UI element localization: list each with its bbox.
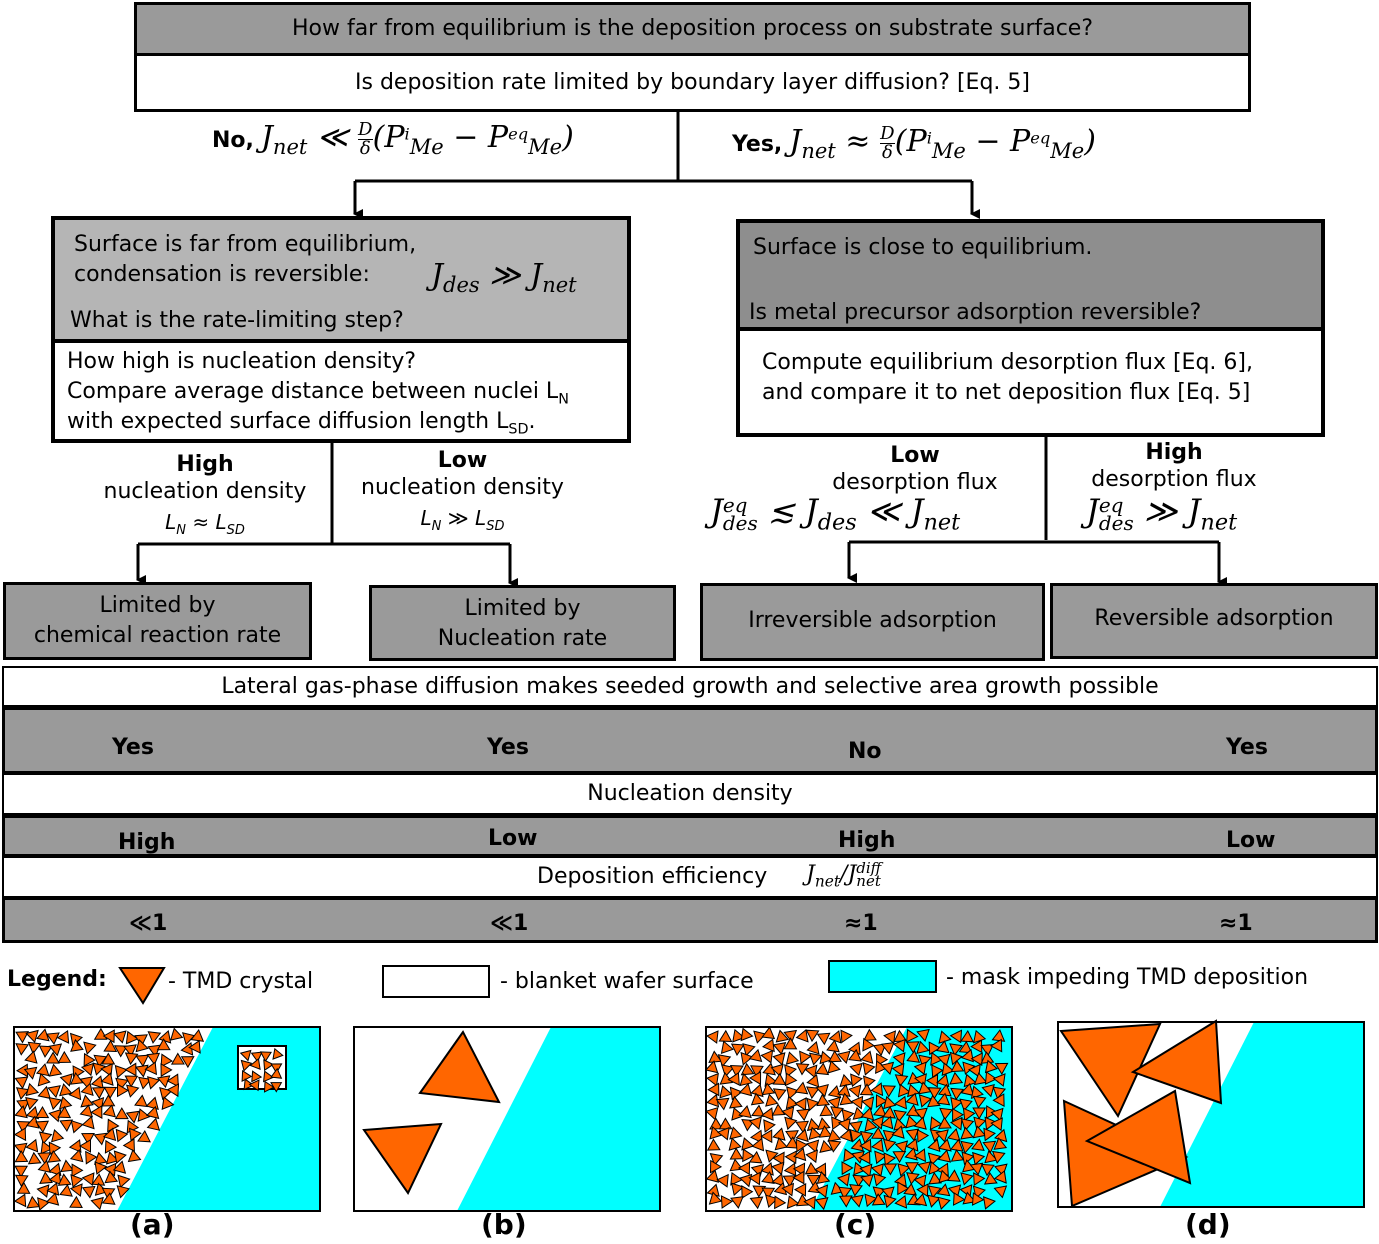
result-a-line1: Limited by	[99, 593, 216, 618]
far-equilibrium-text: Surface is far from equilibrium,	[74, 232, 417, 257]
low-nucleation-formula: $L_N$ ≫ $L_{SD}$	[420, 506, 505, 534]
row1-value-d: Yes	[1226, 735, 1268, 760]
jdes-formula: $J_{des}$ ≫ $J_{net}$	[431, 258, 577, 297]
nucleation-density-label: Nucleation density	[587, 781, 793, 806]
branch-no-label: No,	[212, 128, 254, 153]
high-desorption-label: High desorption flux	[1091, 440, 1257, 492]
legend-title: Legend:	[7, 967, 107, 992]
question-equilibrium: How far from equilibrium is the deposition process on substrate surface?	[291, 16, 1094, 41]
panel-a-label: (a)	[130, 1208, 175, 1241]
row1-value-b: Yes	[487, 735, 529, 760]
high-nucleation-formula: $L_N \approx L_{SD}$	[165, 510, 245, 538]
panel-c-label: (c)	[834, 1208, 877, 1241]
compare-net-flux-text: and compare it to net deposition flux [Eq. 5]	[762, 380, 1251, 405]
nucleation-density-question: How high is nucleation density?	[67, 349, 417, 374]
adsorption-reversible-question: Is metal precursor adsorption reversible?	[749, 300, 1202, 325]
lateral-diffusion-label: Lateral gas-phase diffusion makes seeded growth and selective area growth possible	[221, 674, 1159, 699]
condensation-reversible-text: condensation is reversible:	[74, 262, 370, 287]
branch-yes-label: Yes,	[732, 132, 783, 157]
compare-nuclei-text: Compare average distance between nuclei $L_N$	[67, 379, 569, 408]
legend-mask-text: - mask impeding TMD deposition	[946, 965, 1309, 990]
low-desorption-formula: J eq des ≲ $J_{des}$ ≪ $J_{net}$	[710, 492, 961, 536]
panel-b	[354, 1027, 660, 1211]
row3-value-a: ≪1	[129, 911, 168, 936]
legend-tmd-text: - TMD crystal	[168, 969, 314, 994]
row2-value-d: Low	[1226, 828, 1276, 853]
deposition-efficiency-formula: $J_{net}/J$ diff net	[806, 859, 882, 891]
panel-c	[706, 1027, 1012, 1211]
high-nucleation-label: High nucleation density	[103, 452, 307, 504]
deposition-efficiency-label: Deposition efficiency	[537, 864, 768, 889]
panel-a	[14, 1027, 320, 1211]
row1-value-a: Yes	[112, 735, 154, 760]
row2-value-c: High	[838, 828, 896, 853]
row2-value-a: High	[118, 830, 176, 855]
legend-blanket-text: - blanket wafer surface	[500, 969, 754, 994]
branch-no: No, $J_{net}$ ≪ D $\delta(P^i_{Me} - P^{eq}_{Me})$	[212, 118, 574, 159]
question-boundary-layer: Is deposition rate limited by boundary layer diffusion? [Eq. 5]	[355, 70, 1030, 95]
rate-limiting-question: What is the rate-limiting step?	[70, 308, 404, 333]
row2-value-b: Low	[488, 826, 538, 851]
diffusion-length-text: with expected surface diffusion length $L_{SD}$.	[67, 409, 536, 438]
panel-d-label: (d)	[1185, 1208, 1231, 1241]
row1-value-c: No	[848, 739, 882, 764]
reversible-adsorption-text: Reversible adsorption	[1094, 606, 1334, 631]
row3-value-d: ≈1	[1219, 911, 1253, 936]
row3-value-c: ≈1	[844, 911, 878, 936]
high-desorption-formula: J eq des ≫ $J_{net}$	[1086, 492, 1238, 536]
row3-value-b: ≪1	[490, 911, 529, 936]
low-nucleation-label: Low nucleation density	[361, 448, 564, 500]
result-b-line2: Nucleation rate	[437, 626, 608, 651]
low-desorption-label: Low desorption flux	[832, 443, 998, 495]
compute-desorption-text: Compute equilibrium desorption flux [Eq. 6],	[762, 350, 1253, 375]
result-b-line1: Limited by	[464, 596, 581, 621]
panel-d	[1058, 1021, 1364, 1207]
close-equilibrium-text: Surface is close to equilibrium.	[753, 235, 1093, 260]
irreversible-adsorption-text: Irreversible adsorption	[748, 608, 997, 633]
panel-b-label: (b)	[481, 1208, 527, 1241]
branch-yes: Yes, $J_{net} \approx D$ $\delta(P^i_{Me} - P^{eq}_{Me})$	[732, 122, 1096, 163]
result-a-line2: chemical reaction rate	[33, 623, 282, 648]
